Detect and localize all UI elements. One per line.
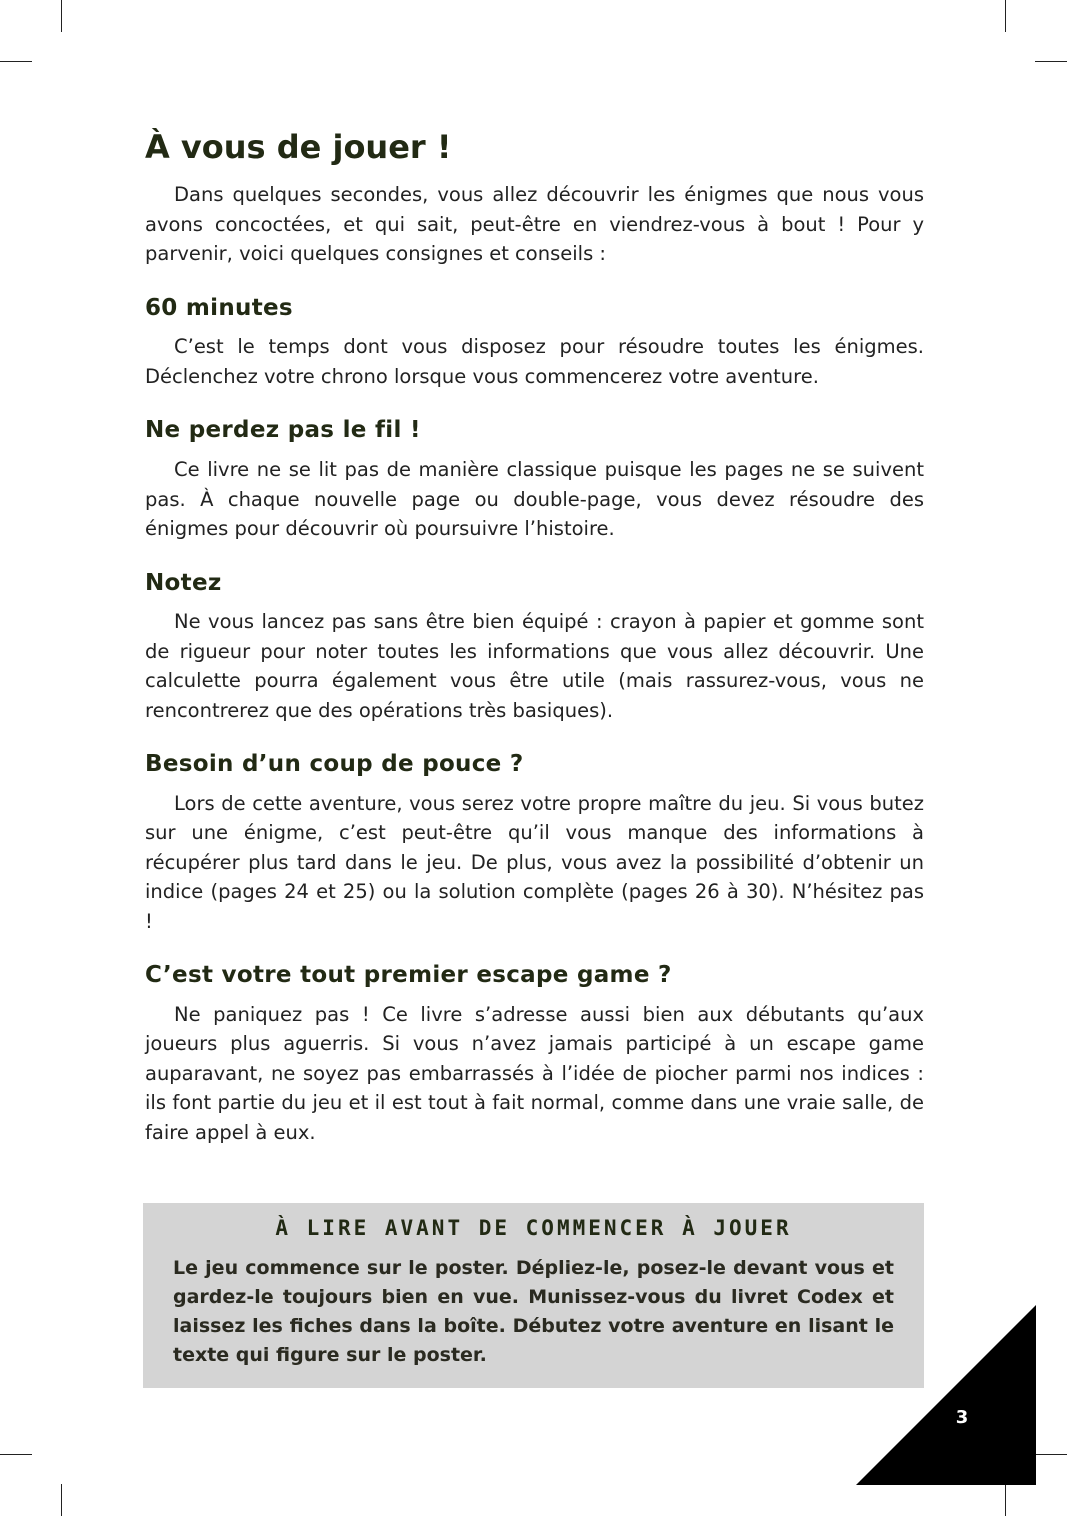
notice-box-text: Le jeu commence sur le poster. Dépliez-le, posez-le devant vous et gardez-le toujours bien en vue. Munissez-vous du livret Codex et laissez les fiches dans la boîte. Débutez votre aventure en lisant le texte qui figure sur le poster. [173,1257,894,1366]
crop-mark [1005,1484,1006,1516]
notice-box [143,1203,924,1388]
section-text-60-minutes: C’est le temps dont vous disposez pour résoudre toutes les énigmes. Déclenchez votre chrono lorsque vous commencerez votre aventure. [145,335,924,388]
section-heading-ne-perdez-pas-le-fil: Ne perdez pas le fil ! [145,417,421,444]
section-text-coup-de-pouce: Lors de cette aventure, vous serez votre propre maître du jeu. Si vous butez sur une énigme, c’est peut-être qu’il vous manque des informations à récupérer plus tard dans le jeu. De plus, vous avez la possibilité d’obtenir un indice (pages 24 et 25) ou la solution complète (pages 26 à 30). N’hésitez pas ! [145,791,924,933]
crop-mark [1035,1454,1067,1455]
section-heading-premier-escape-game: C’est votre tout premier escape game ? [145,962,672,989]
section-text-premier-escape-game: Ne paniquez pas ! Ce livre s’adresse aussi bien aux débutants qu’aux joueurs plus aguerris. Si vous n’avez jamais participé à un escape game auparavant, ne soyez pas embarrassés à l’idée de piocher parmi nos indices : ils font partie du jeu et il est tout à fait normal, comme dans une vraie salle, de faire appel à eux. [145,1002,924,1144]
crop-mark [61,1484,62,1516]
section-text-notez: Ne vous lancez pas sans être bien équipé : crayon à papier et gomme sont de rigueur pour noter toutes les informations que vous allez découvrir. Une calculette pourra également vous être utile (mais rassurez-vous, vous ne rencontrerez que des opérations très basiques). [145,610,924,722]
crop-mark [1005,0,1006,32]
crop-mark [61,0,62,32]
page-number: 3 [955,1407,969,1428]
section-text-ne-perdez-pas-le-fil: Ce livre ne se lit pas de manière classique puisque les pages ne se suivent pas. À chaque nouvelle page ou double-page, vous devez résoudre des énigmes pour découvrir où poursuivre l’histoire. [145,458,924,541]
page-title: À vous de jouer ! [145,128,452,166]
section-heading-60-minutes: 60 minutes [145,294,293,321]
page-content [145,128,924,1147]
crop-mark [0,61,32,62]
crop-mark [0,1454,32,1455]
crop-mark [1035,61,1067,62]
intro-paragraph: Dans quelques secondes, vous allez découvrir les énigmes que nous vous avons concoctées, et qui sait, peut-être en viendrez-vous à bout ! Pour y parvenir, voici quelques consignes et conseils : [145,183,924,266]
section-heading-coup-de-pouce: Besoin d’un coup de pouce ? [145,751,524,778]
section-heading-notez: Notez [145,569,222,596]
notice-box-title: À LIRE AVANT DE COMMENCER À JOUER [275,1216,792,1240]
corner-triangle [856,1305,1036,1485]
